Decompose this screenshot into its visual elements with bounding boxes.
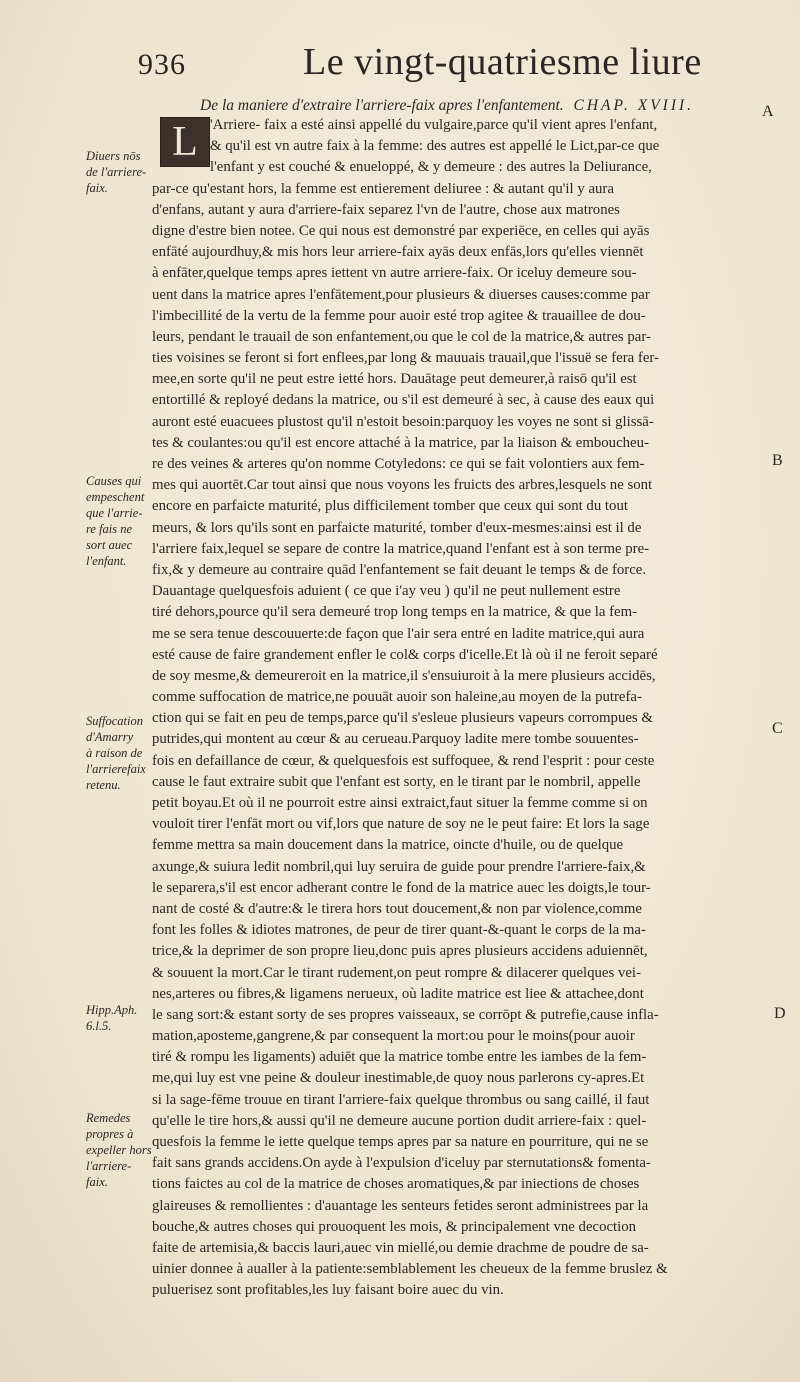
- margin-note-causes: [86, 473, 152, 569]
- text-line: & souuent la mort.Car le tirant rudement,on peut rompre & dilacerer quelques vei-: [152, 964, 641, 981]
- running-title: Le vingt-quatriesme liure: [303, 41, 702, 83]
- margin-note-line: expeller hors: [86, 1143, 152, 1157]
- text-line: me,qui luy est vne peine & douleur inestimable,de quoy nous parlerons cy-apres.Et: [152, 1070, 645, 1087]
- margin-note-line: à raison de: [86, 746, 143, 760]
- text-line: tions faictes au col de la matrice de choses aromatiques,& par iniections de choses: [152, 1176, 640, 1193]
- text-line: uinier donnee à aualler à la patiente:semblablement les cheueux de la femme bruslez &: [152, 1261, 668, 1278]
- text-line: meurs, & lors qu'ils sont en parfaicte maturité, tomber d'eux-mesmes:ainsi est il de: [152, 519, 642, 536]
- text-line: re des veines & arteres qu'on nomme Cotyledons: ce qui se fait volontiers aux fem-: [152, 456, 645, 472]
- chapter-title: De la maniere d'extraire l'arriere-faix apres l'enfantement.: [200, 97, 564, 114]
- margin-note-line: l'arriere-: [86, 1159, 132, 1173]
- text-line: 'Arriere- faix a esté ainsi appellé du vulgaire,parce qu'il vient apres l'enfant,: [210, 117, 658, 133]
- margin-note-line: Suffocation: [86, 714, 143, 728]
- text-line: & qu'il est vn autre faix à la femme: des autres est appellé le Lict,par-ce que: [210, 138, 660, 155]
- text-line: tiré & rompu les ligaments) aduiēt que la matrice tombe entre les iambes de la fem-: [152, 1049, 647, 1066]
- text-line: l'enfant y est couché & enueloppé, & y demeure : des autres la Deliurance,: [210, 159, 652, 176]
- text-line: esté cause de faire grandement enfler le col& corps d'icelle.Et là où il ne feroit separé: [152, 646, 658, 663]
- text-line: d'enfans, autant y aura d'arriere-faix separez l'vn de l'autre, chose aux matrones: [152, 201, 620, 218]
- text-line: ction qui se fait en peu de temps,parce qu'il s'esleue plusieurs vapeurs corrompues &: [152, 710, 653, 727]
- text-line: petit boyau.Et où il ne pourroit estre ainsi extraict,faut situer la femme comme si on: [152, 795, 648, 811]
- text-line: me se sera tenue descouuerte:de façon que l'air sera entré en ladite matrice,qui aura: [152, 625, 645, 642]
- text-line: fait sans grands accidens.On ayde à l'expulsion d'iceluy par sternutations& fomenta-: [152, 1155, 651, 1172]
- text-line: fix,& y demeure au contraire quād l'enfantement se fait deuant le temps & de force.: [152, 561, 647, 578]
- page-header: [128, 40, 748, 90]
- margin-note-line: retenu.: [86, 778, 121, 792]
- text-line: trice,& la deprimer de son propre lieu,donc puis apres plusieurs accidens aduiennēt,: [152, 943, 648, 960]
- text-line: femme mettra sa main doucement dans la matrice, oincte d'huile, ou de quelque: [152, 837, 624, 854]
- text-line: auront esté euacuees plustost qu'il n'estoit besoin:parquoy les voyes ne sont si glissā-: [152, 413, 654, 430]
- text-line: digne d'estre bien notee. Ce qui nous est demonstré par experiēce, en celles qui ayās: [152, 222, 650, 239]
- text-line: nant de costé & d'autre:& le tirera hors tout doucement,& non par violence,comme: [152, 900, 642, 917]
- margin-note-line: Remedes: [86, 1111, 131, 1125]
- text-line: l'arriere faix,lequel se separe de contre la matrice,quand l'enfant est à son terme pre-: [152, 540, 650, 557]
- margin-note-line: l'enfant.: [86, 554, 127, 568]
- margin-letter-c: C: [772, 720, 783, 737]
- margin-letter-d: D: [774, 1005, 786, 1022]
- text-line: fois en defaillance de cœur, & quelquesfois est suffoquee, & rend l'esprit : pour ceste: [152, 752, 655, 769]
- text-line: de soy mesme,& demeureroit en la matrice,il s'ensuiuroit à la mere plusieurs accidēs,: [152, 667, 656, 684]
- margin-note-line: d'Amarry: [86, 730, 134, 744]
- text-line: putrides,qui montent au cœur & au cerueau.Parquoy ladite mere tombe souuentes-: [152, 731, 639, 748]
- text-line: à enfāter,quelque temps apres iettent vn autre arriere-faix. Or iceluy demeure sou-: [152, 265, 637, 282]
- text-line: nes,arteres ou fibres,& ligamens nerueux, où ladite matrice est liee & attachee,dont: [152, 985, 644, 1002]
- margin-note-line: que l'arrie-: [86, 506, 143, 520]
- text-line: entortillé & reployé dedans la matrice, ou s'il est demeuré à sec, à cause des eaux qui: [152, 392, 655, 409]
- text-line: mee,en sorte qu'il ne peut estre ietté hors. Dauātage peut demeurer,à raisō qu'il est: [152, 371, 637, 388]
- text-line: vouloit tirer l'enfāt mort ou vif,lors que nature de soy ne le peut faire: Et lors la sage: [152, 816, 650, 833]
- text-line: cause le faut extraire subit que l'enfant est sorty, en le tirant par le nombril, appelle: [152, 773, 641, 790]
- text-line: enfāté aujourdhuy,& mis hors leur arriere-faix ayās deux enfās,lors qu'elles viennēt: [152, 244, 644, 261]
- text-line: quesfois la femme le iette quelque temps apres par sa nature en pourriture, qui ne se: [152, 1134, 649, 1150]
- margin-note-line: de l'arriere-: [86, 165, 147, 179]
- text-line: font les folles & idiotes matrones, de peur de tirer quant-&-quant le corps de la ma-: [152, 922, 646, 939]
- margin-note-line: Diuers nōs: [86, 149, 141, 163]
- text-line: le sang sort:& estant sorty de ses propres vaisseaux, se corrōpt & putrefie,cause infla-: [152, 1006, 659, 1023]
- text-line: uent dans la matrice apres l'enfātement,pour plusieurs & diuerses causes:comme par: [152, 286, 650, 303]
- text-line: par-ce qu'estant hors, la femme est entierement deliuree : & autant qu'il y aura: [152, 180, 614, 197]
- text-line: le separera,s'il est encor adherant contre le fond de la matrice auec les doigts,le tour-: [152, 879, 651, 896]
- margin-note-line: Causes qui: [86, 474, 142, 488]
- margin-letter-b: B: [772, 452, 783, 469]
- margin-note-line: faix.: [86, 1175, 108, 1189]
- margin-note-line: faix.: [86, 181, 108, 195]
- text-line: leurs, pendant le trauail de son enfantement,ou que le col de la matrice,& autres par-: [152, 328, 651, 345]
- text-line: encore en parfaicte maturité, plus difficilement tomber que ceux qui sont du tout: [152, 498, 628, 515]
- margin-note-line: propres à: [86, 1127, 134, 1141]
- text-line: ties voisines se feront si fort enflees,par long & mauuais trauail,que l'issuë se fera fer-: [152, 350, 659, 367]
- drop-cap-letter: L: [172, 119, 198, 165]
- text-line: faite de artemisia,& baccis lauri,auec vin miellé,ou demie drachme de poudre de sa-: [152, 1239, 649, 1256]
- margin-letter-a: A: [762, 103, 774, 120]
- body-text: [152, 115, 762, 1302]
- margin-note-line: empeschent: [86, 490, 145, 504]
- text-line: mes qui auortēt.Car tout ainsi que nous voyons les fruicts des arbres,lesquels ne sont: [152, 477, 653, 494]
- text-line: tiré dehors,pource qu'il sera demeuré trop long temps en la matrice, & que la fem-: [152, 604, 638, 621]
- margin-note-reference: [86, 1002, 152, 1034]
- text-line: bouche,& autres choses qui prouoquent les mois, & principalement vne decoction: [152, 1218, 637, 1235]
- chapter-label: CHAP. XVIII.: [573, 97, 695, 114]
- chapter-heading: [200, 97, 760, 115]
- text-line: glaireuses & remollientes : d'auantage les senteurs fetides seront administrees par la: [152, 1197, 649, 1214]
- margin-note-line: sort auec: [86, 538, 133, 552]
- margin-note-remedies: [86, 1110, 152, 1190]
- margin-note-names: [86, 148, 152, 196]
- margin-note-line: Hipp.Aph.: [86, 1003, 138, 1017]
- text-line: axunge,& suiura ledit nombril,qui luy seruira de guide pour prendre l'arriere-faix,&: [152, 858, 646, 875]
- text-line: qu'elle le tire hors,& aussi qu'il ne demeure aucune portion dudit arriere-faix : quel-: [152, 1112, 647, 1129]
- text-line: mation,apostemе,gangrene,& par consequent la mort:ou pour le moins(pour auoir: [152, 1028, 635, 1045]
- margin-note-line: l'arrierefaix: [86, 762, 146, 776]
- margin-note-line: re fais ne: [86, 522, 133, 536]
- text-line: puluerisez sont profitables,les luy faisant boire auec du vin.: [152, 1282, 504, 1299]
- margin-note-suffocation: [86, 713, 152, 793]
- text-line: Dauantage quelquesfois aduient ( ce que i'ay veu ) qu'il ne peut nullement estre: [152, 583, 621, 600]
- text-line: comme suffocation de matrice,ne pouuāt auoir son haleine,au moyen de la putrefa-: [152, 689, 642, 706]
- margin-note-line: 6.l.5.: [86, 1019, 112, 1033]
- text-line: si la sage-fēme trouue en tirant l'arriere-faix quelque thrombus ou sang caillé, il faut: [152, 1091, 650, 1108]
- text-line: tes & coulantes:ou qu'il est encore attaché à la matrice, par la liaison & emboucheu-: [152, 434, 649, 451]
- text-line: l'imbecillité de la vertu de la femme pour auoir esté trop agitee & trauaillee de dou-: [152, 307, 646, 324]
- page-number: 936: [138, 48, 186, 81]
